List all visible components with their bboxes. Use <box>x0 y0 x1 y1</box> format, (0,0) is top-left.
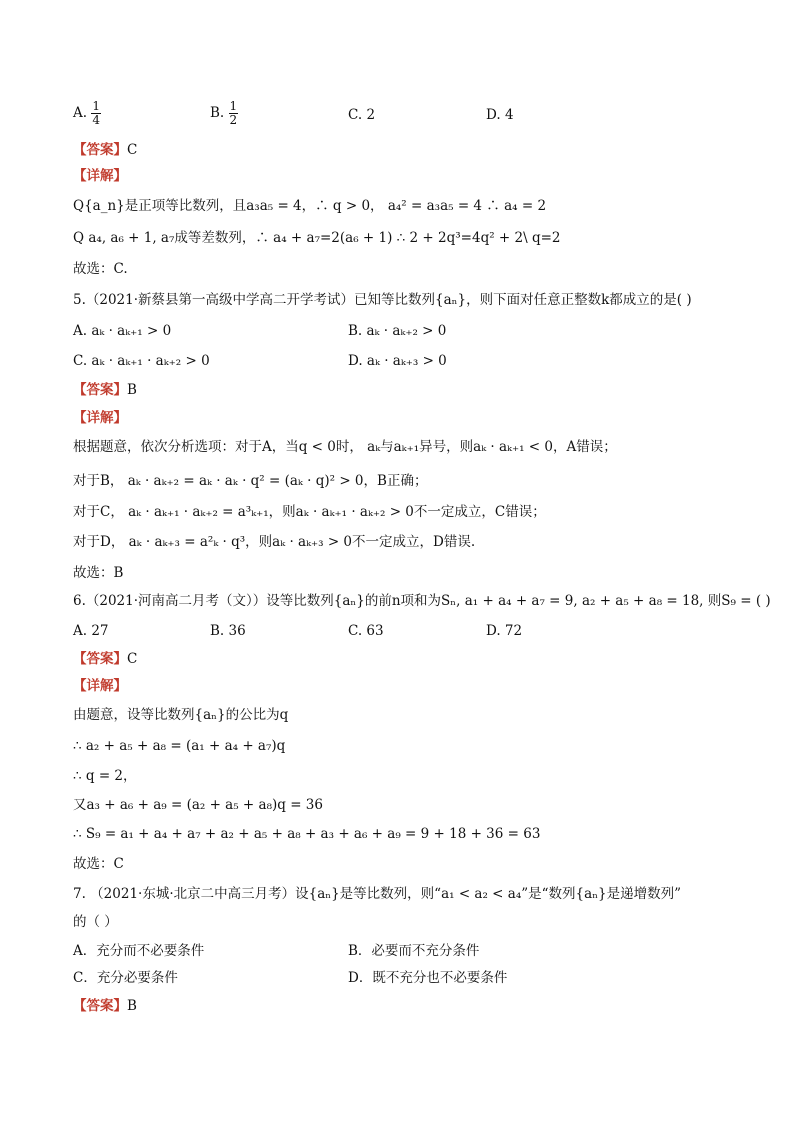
q6-stem: 6.（2021·河南高二月考（文））设等比数列{aₙ}的前n项和为Sₙ, a₁ + a₄ + a₇ = 9, a₂ + a₅ + a₈ = 18, 则S₉ = ( ) <box>73 593 771 609</box>
q4-detail-tag: 【详解】 <box>73 168 127 184</box>
q7-stem-line-1: 7. （2021·东城·北京二中高三月考）设{aₙ}是等比数列，则“a₁ < a₂ < a₄”是“数列{aₙ}是递增数列” <box>73 886 682 902</box>
q4-answer <box>73 141 137 159</box>
q6-line-5: ∴ S₉ = a₁ + a₄ + a₇ + a₂ + a₅ + a₈ + a₃ + a₆ + a₉ = 9 + 18 + 36 = 63 <box>73 826 541 842</box>
answer-value: C <box>127 651 138 667</box>
fraction <box>91 100 101 127</box>
q4-conclusion: 故选：C. <box>73 261 128 277</box>
q5-stem: 5.（2021·新蔡县第一高级中学高二开学考试）已知等比数列{aₙ}，则下面对任意正整数k都成立的是( ) <box>73 292 692 308</box>
q4-line-1: Q{a_n}是正项等比数列，且a₃a₅ = 4，∴ q > 0， a₄² = a₃a₅ = 4 ∴ a₄ = 2 <box>73 198 547 214</box>
answer-value: B <box>127 998 137 1014</box>
option-label: A. <box>73 105 88 121</box>
q6-line-1: 由题意，设等比数列{aₙ}的公比为q <box>73 707 289 723</box>
answer-tag: 【答案】 <box>73 998 127 1014</box>
answer-value: C <box>127 142 138 158</box>
numerator: 1 <box>92 99 100 113</box>
q4-option-a <box>73 100 101 127</box>
q7-stem-line-2: 的（ ） <box>73 914 118 930</box>
option-label: D. <box>486 107 501 123</box>
q7-option-c: C．充分必要条件 <box>73 970 178 986</box>
answer-tag: 【答案】 <box>73 651 127 667</box>
q5-line-2: 对于B， aₖ · aₖ₊₂ = aₖ · aₖ · q² = (aₖ · q)² > 0，B正确； <box>73 473 428 489</box>
q5-option-d: D. aₖ · aₖ₊₃ > 0 <box>348 353 447 369</box>
q4-option-b <box>210 100 238 127</box>
q6-option-c: C. 63 <box>348 623 384 639</box>
q6-answer <box>73 650 137 668</box>
q5-option-b: B. aₖ · aₖ₊₂ > 0 <box>348 323 447 339</box>
denominator: 2 <box>229 113 238 127</box>
q4-option-c <box>348 106 375 124</box>
option-value: 4 <box>504 107 514 123</box>
q6-line-2: ∴ a₂ + a₅ + a₈ = (a₁ + a₄ + a₇)q <box>73 738 286 754</box>
q6-detail-tag: 【详解】 <box>73 678 127 694</box>
q5-conclusion: 故选：B <box>73 565 124 581</box>
q5-option-c: C. aₖ · aₖ₊₁ · aₖ₊₂ > 0 <box>73 353 210 369</box>
q6-option-d: D. 72 <box>486 623 523 639</box>
q5-line-4: 对于D， aₖ · aₖ₊₃ = a²ₖ · q³，则aₖ · aₖ₊₃ > 0不一定成立，D错误. <box>73 534 476 550</box>
answer-tag: 【答案】 <box>73 382 127 398</box>
q7-option-b: B．必要而不充分条件 <box>348 943 480 959</box>
q7-option-d: D．既不充分也不必要条件 <box>348 970 508 986</box>
q4-line-2: Q a₄, a₆ + 1, a₇成等差数列，∴ a₄ + a₇=2(a₆ + 1) ∴ 2 + 2q³=4q² + 2\ q=2 <box>73 230 561 246</box>
q5-option-a: A. aₖ · aₖ₊₁ > 0 <box>73 323 172 339</box>
answer-value: B <box>127 382 137 398</box>
answer-tag: 【答案】 <box>73 142 127 158</box>
q5-answer <box>73 381 137 399</box>
option-label: B. <box>210 105 225 121</box>
q5-line-3: 对于C， aₖ · aₖ₊₁ · aₖ₊₂ = a³ₖ₊₁，则aₖ · aₖ₊₁ · aₖ₊₂ > 0不一定成立，C错误； <box>73 504 546 520</box>
q6-line-3: ∴ q = 2， <box>73 768 137 784</box>
q7-option-a: A．充分而不必要条件 <box>73 943 205 959</box>
option-label: C. <box>348 107 363 123</box>
q6-option-a: A. 27 <box>73 623 109 639</box>
q5-detail-tag: 【详解】 <box>73 410 127 426</box>
fraction <box>229 100 239 127</box>
denominator: 4 <box>92 113 100 127</box>
q4-option-d <box>486 106 514 124</box>
option-value: 2 <box>366 107 376 123</box>
numerator: 1 <box>229 99 238 113</box>
q6-line-4: 又a₃ + a₆ + a₉ = (a₂ + a₅ + a₈)q = 36 <box>73 797 323 813</box>
q6-option-b: B. 36 <box>210 623 246 639</box>
q6-conclusion: 故选：C <box>73 856 124 872</box>
q7-answer <box>73 997 137 1015</box>
q5-line-1: 根据题意，依次分析选项：对于A，当q < 0时， aₖ与aₖ₊₁异号，则aₖ · aₖ₊₁ < 0，A错误； <box>73 439 617 455</box>
